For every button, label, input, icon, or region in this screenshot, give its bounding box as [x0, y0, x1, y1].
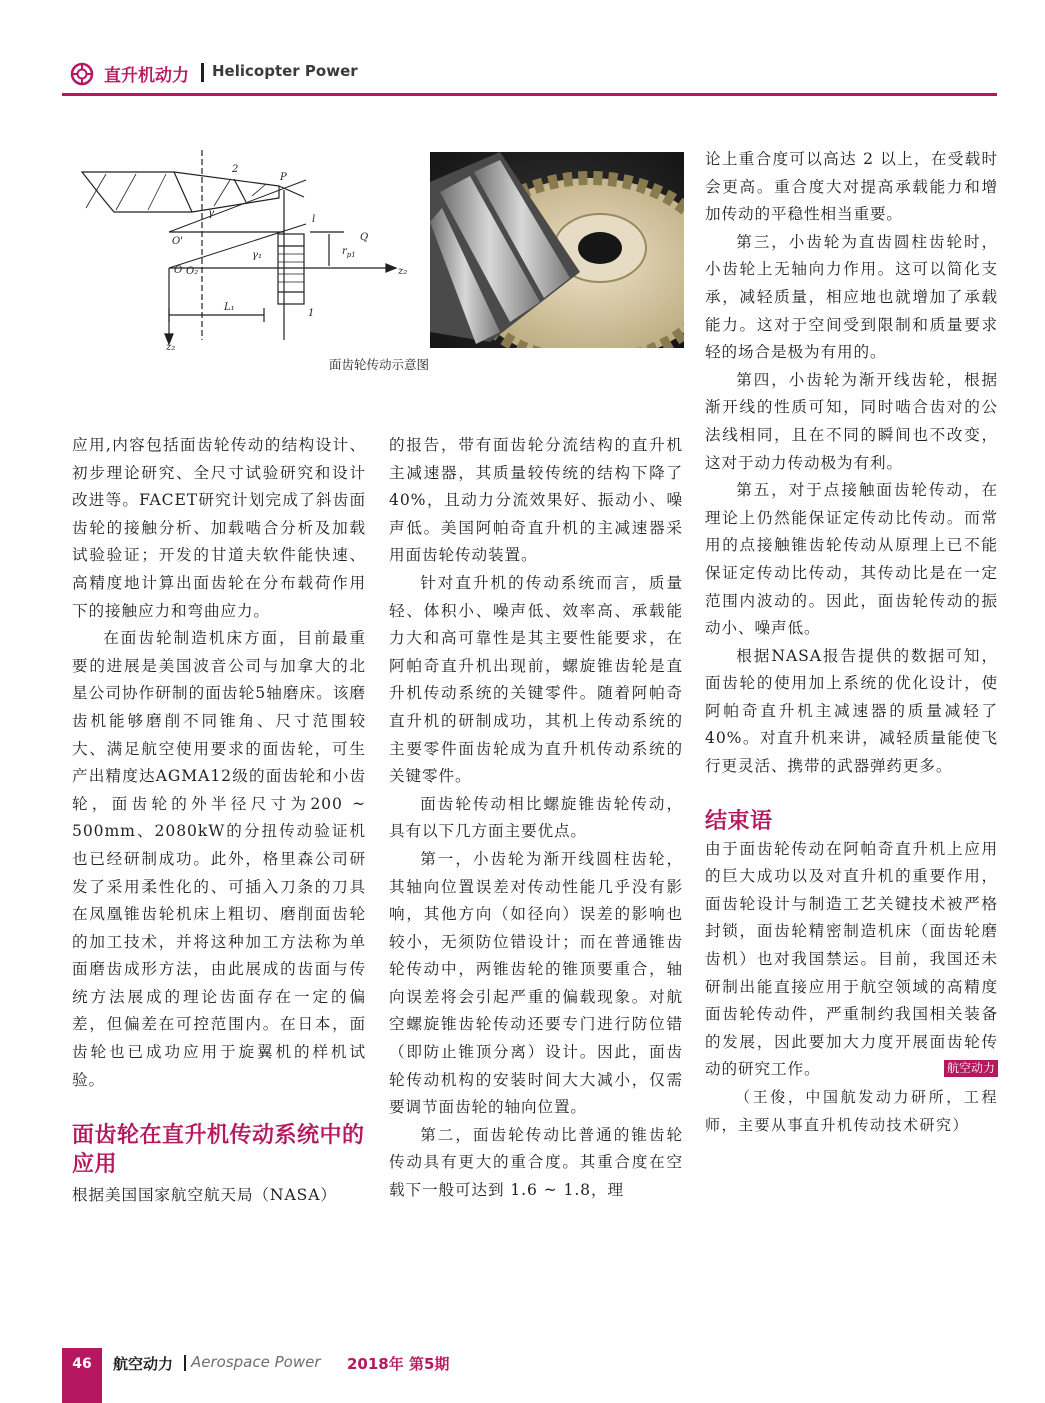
footer-separator — [184, 1355, 186, 1371]
col1-paragraph-2: 在面齿轮制造机床方面，目前最重要的进展是美国波音公司与加拿大的北星公司协作研制的面齿轮5轴磨床。该磨齿机能够磨削不同锥角、尺寸范围较大、满足航空使用要求的面齿轮，可生产出精度达AGMA12级的面齿轮和小齿轮，面齿轮的外半径尺寸为200 ~ 500mm、2080kW的分扭传动验证机也已经研制成功。此外，格里森公司研发了采用柔性化的、可插入刀条的刀具在凤凰锥齿轮机床上粗切、磨削面齿轮的加工技术，并将这种加工方法称为单面磨齿成形方法，由此展成的齿面与传统方法展成的理论齿面存在一定的偏差，但偏差在可控范围内。在日本，面齿轮也已成功应用于旋翼机的样机试验。 — [72, 629, 366, 1089]
page-header — [62, 58, 997, 98]
footer-journal-en: Aerospace Power — [191, 1353, 321, 1371]
header-journal-en: Helicopter Power — [212, 62, 358, 80]
figure-caption: 面齿轮传动示意图 — [328, 357, 429, 372]
svg-text:P: P — [280, 172, 287, 183]
svg-text:O': O' — [172, 236, 183, 247]
header-journal-cn: 直升机动力 — [104, 66, 189, 86]
footer-journal-cn: 航空动力 — [113, 1355, 174, 1373]
svg-text:1: 1 — [308, 308, 315, 319]
col2-paragraph-5: 第二，面齿轮传动比普通的锥齿轮传动具有更大的重合度。其重合度在空载下一般可达到 1.6 ~ 1.8，理 — [389, 1125, 683, 1200]
header-separator — [201, 63, 204, 82]
section-heading-application: 面齿轮在直升机传动系统中的应用 — [72, 1123, 365, 1178]
author-note: （王俊，中国航发动力研所，工程师，主要从事直升机传动技术研究） — [705, 1088, 998, 1134]
journal-logo-icon — [70, 62, 94, 86]
header-rule — [62, 93, 997, 96]
pinion-body — [278, 234, 304, 304]
section-heading-conclusion: 结束语 — [705, 808, 773, 834]
page-footer — [0, 1348, 1045, 1403]
col3-paragraph-3: 第四，小齿轮为渐开线齿轮，根据渐开线的性质可知，同时啮合齿对的公法线相同，且在不同的瞬间也不改变，这对于动力传动极为有利。 — [705, 370, 998, 472]
svg-text:Q: Q — [360, 232, 369, 243]
face-gear-body — [82, 172, 279, 212]
face-gear-schematic-diagram — [74, 150, 414, 350]
svg-text:L₁: L₁ — [224, 302, 235, 313]
end-mark-badge: 航空动力 — [944, 1060, 998, 1077]
text-column-1 — [72, 432, 366, 1210]
col2-paragraph-1: 的报告，带有面齿轮分流结构的直升机主减速器，其质量较传统的结构下降了40%，且动力分流效果好、振动小、噪声低。美国阿帕奇直升机的主减速器采用面齿轮传动装置。 — [389, 436, 683, 565]
col3-paragraph-5: 根据NASA报告提供的数据可知，面齿轮的使用加上系统的优化设计，使阿帕奇直升机主减速器的质量减轻了40%。对直升机来讲，减轻质量能使飞行更灵活、携带的武器弹药更多。 — [705, 646, 998, 776]
col2-paragraph-3: 面齿轮传动相比螺旋锥齿轮传动，具有以下几方面主要优点。 — [389, 794, 683, 841]
svg-text:l: l — [312, 214, 316, 225]
col1-paragraph-3: 根据美国国家航空航天局（NASA） — [72, 1186, 337, 1205]
svg-text:rp1: $r_{p1}$ — [342, 246, 356, 259]
svg-text:2: 2 — [232, 164, 239, 175]
col3-paragraph-1: 论上重合度可以高达 2 以上，在受载时会更高。重合度大对提高承载能力和增加传动的平稳性相当重要。 — [705, 150, 998, 224]
footer-issue: 2018年 第5期 — [347, 1355, 450, 1373]
col3-paragraph-4: 第五，对于点接触面齿轮传动，在理论上仍然能保证定传动比传动。而常用的点接触锥齿轮传动从原理上已不能保证定传动比传动，其传动比是在一定范围内波动的。因此，面齿轮传动的振动小、噪声低。 — [705, 481, 998, 638]
svg-text:z₂: z₂ — [166, 342, 176, 350]
text-column-2 — [389, 432, 683, 1205]
col3-paragraph-6 — [705, 836, 998, 1084]
page-number: 46 — [72, 1356, 92, 1372]
svg-text:O: O — [174, 265, 183, 276]
col2-paragraph-2: 针对直升机的传动系统而言，质量轻、体积小、噪声低、效率高、承载能力大和高可靠性是其主要性能要求，在阿帕奇直升机出现前，螺旋锥齿轮是直升机传动系统的关键零件。随着阿帕奇直升机的研制成功，其机上传动系统的主要零件面齿轮成为直升机传动系统的关键零件。 — [389, 573, 683, 786]
col1-paragraph-1: 应用,内容包括面齿轮传动的结构设计、初步理论研究、全尺寸试验研究和设计改进等。FACET研究计划完成了斜齿面齿轮的接触分析、加载啮合分析及加载试验验证；开发的甘道夫软件能快速、高精度地计算出面齿轮在分布载荷作用下的接触应力和弯曲应力。 — [72, 436, 366, 620]
svg-text:γ: γ — [208, 208, 214, 219]
conclusion-text: 由于面齿轮传动在阿帕奇直升机上应用的巨大成功以及对直升机的重要作用，面齿轮设计与制造工艺关键技术被严格封锁，面齿轮精密制造机床（面齿轮磨齿机）也对我国禁运。目前，我国还未研制出能直接应用于航空领域的高精度面齿轮传动件，严重制约我国相关装备的发展，因此要加大力度开展面齿轮传动的研究工作。 — [705, 839, 998, 1079]
face-gear-render-image — [430, 152, 684, 348]
svg-text:O₂: O₂ — [186, 266, 199, 277]
text-column-3 — [705, 146, 998, 1139]
col2-paragraph-4: 第一，小齿轮为渐开线圆柱齿轮，其轴向位置误差对传动性能几乎没有影响，其他方向（如径向）误差的影响也较小，无须防位错设计；而在普通锥齿轮传动中，两锥齿轮的锥顶要重合，轴向误差将会引起严重的偏载现象。对航空螺旋锥齿轮传动还要专门进行防位错（即防止锥顶分离）设计。因此，面齿轮传动机构的安装时间大大减小，仅需要调节面齿轮的轴向位置。 — [389, 849, 683, 1117]
col3-paragraph-2: 第三，小齿轮为直齿圆柱齿轮时，小齿轮上无轴向力作用。这可以简化支承，减轻质量，相应地也就增加了承载能力。这对于空间受到限制和质量要求轻的场合是极为有用的。 — [705, 232, 998, 362]
svg-text:z₂: z₂ — [398, 266, 408, 277]
svg-text:γ₁: γ₁ — [252, 250, 262, 261]
